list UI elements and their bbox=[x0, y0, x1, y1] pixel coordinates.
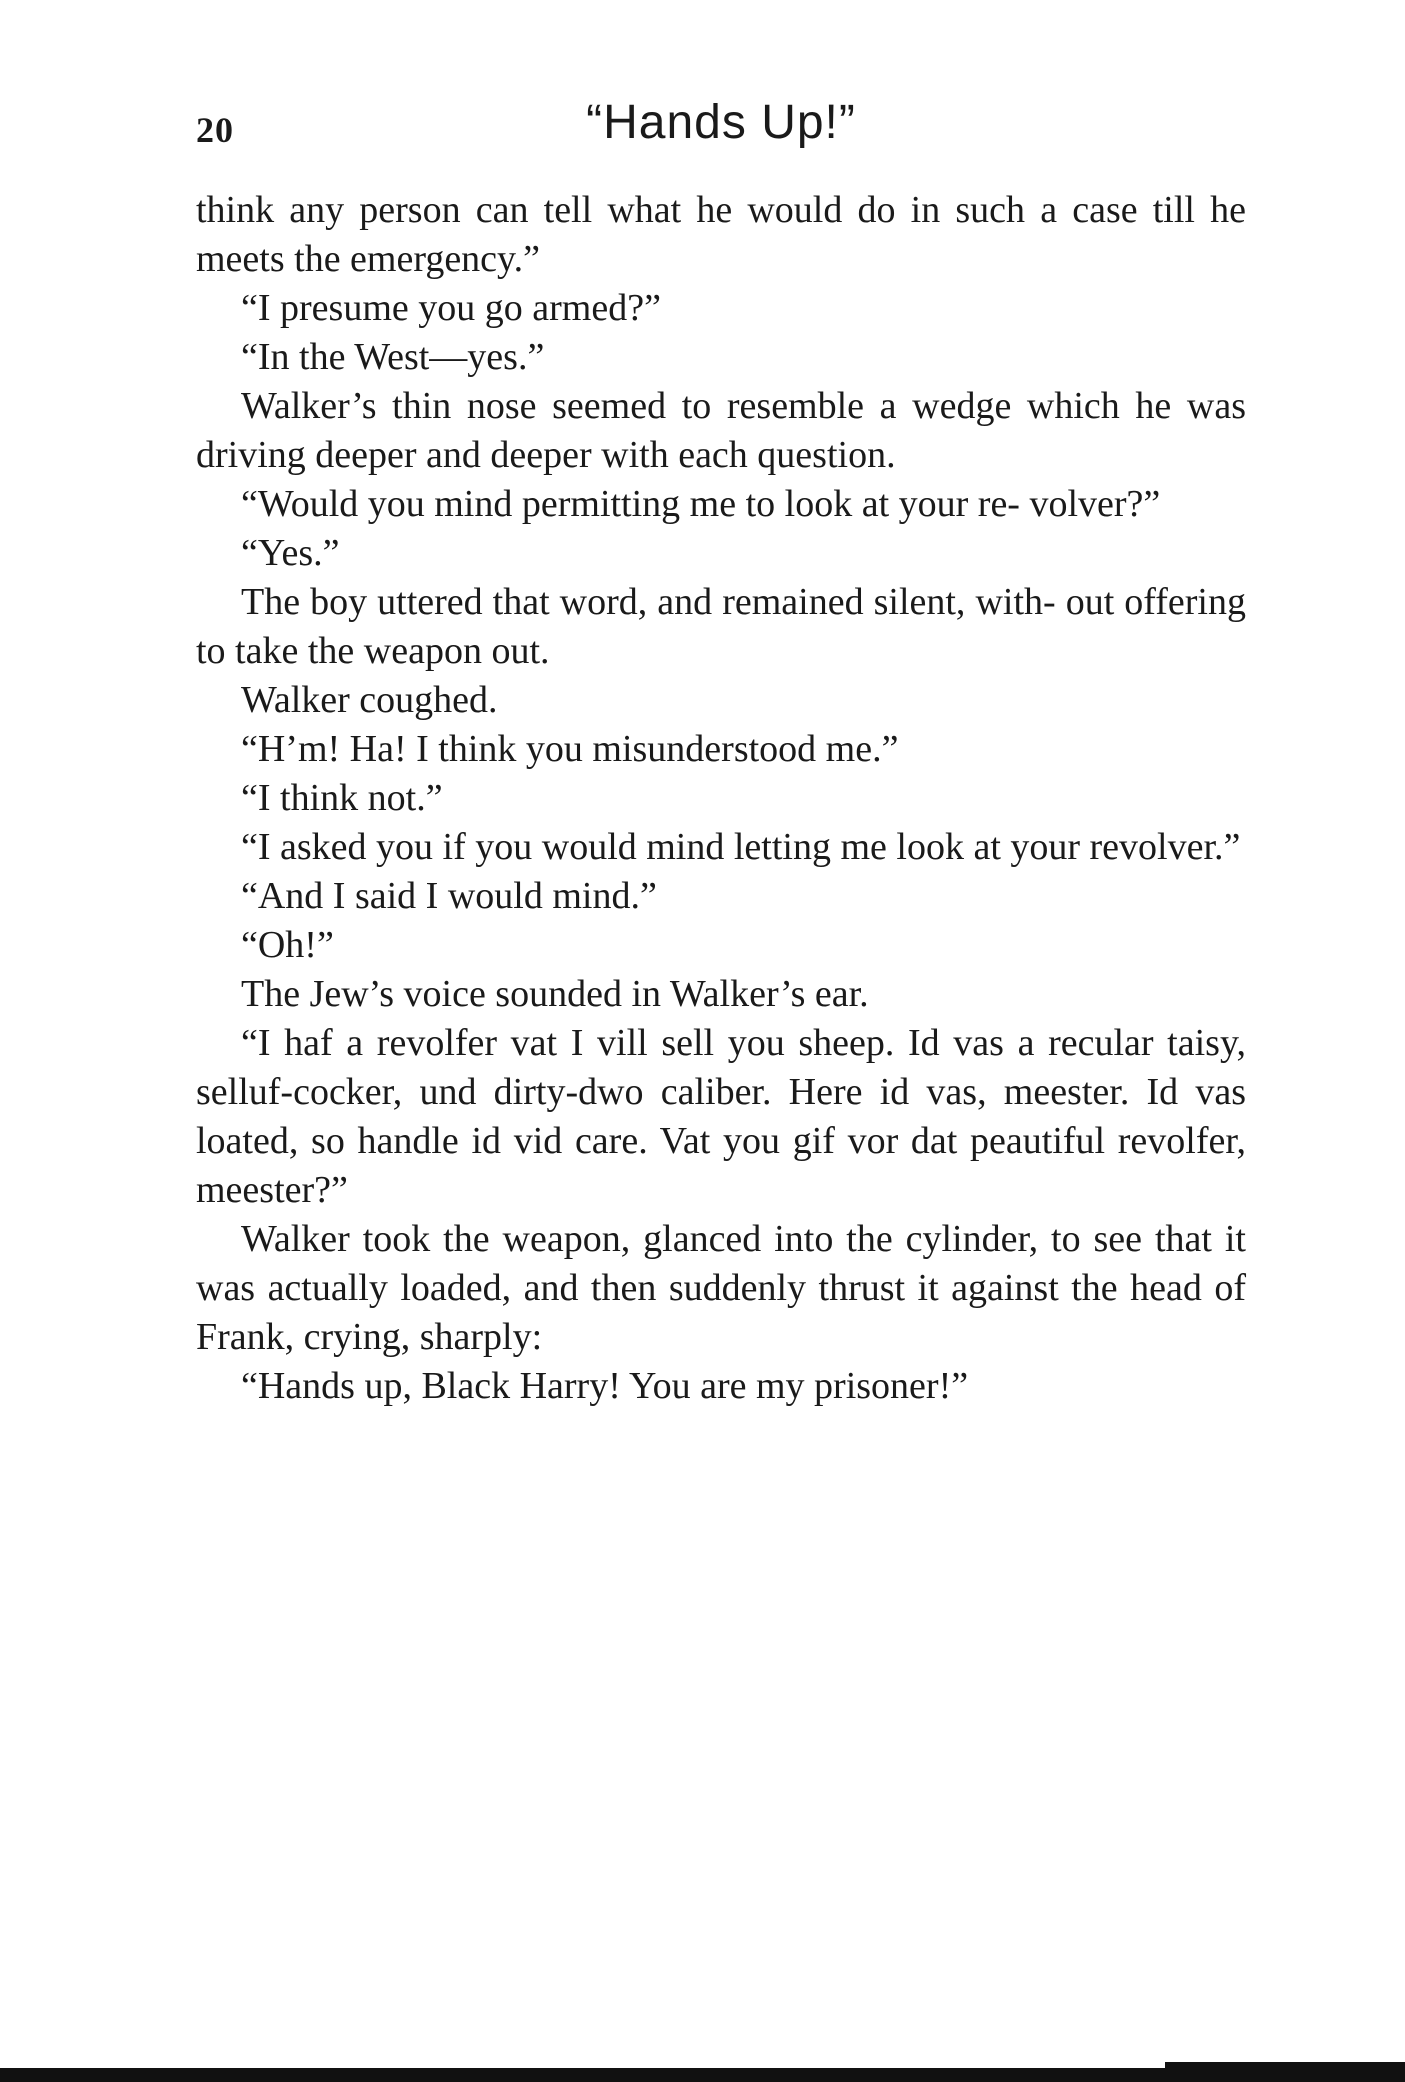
paragraph: Walker took the weapon, glanced into the cylinder, to see that it was actually loaded, and then suddenly thrust it against the head of Frank, crying, sharply: bbox=[196, 1218, 1246, 1358]
paragraph: “Hands up, Black Harry! You are my prisoner!” bbox=[241, 1365, 969, 1407]
paragraph: The boy uttered that word, and remained silent, with- out offering to take the weapon out. bbox=[196, 581, 1246, 672]
paragraph: “In the West—yes.” bbox=[241, 336, 545, 378]
body-text bbox=[196, 186, 1246, 1411]
paragraph: “Oh!” bbox=[241, 924, 334, 966]
running-title: “Hands Up!” bbox=[586, 96, 856, 149]
paragraph: “I asked you if you would mind letting me look at your revolver.” bbox=[241, 826, 1241, 868]
paragraph: “I presume you go armed?” bbox=[241, 287, 661, 329]
paragraph: “I haf a revolfer vat I vill sell you sheep. Id vas a recular taisy, selluf-cocker, und dirty-dwo caliber. Here id vas, meester. Id vas loated, so handle id vid care. Vat you gif vor dat peautiful revolfer, meester?” bbox=[196, 1022, 1246, 1211]
paragraph: Walker’s thin nose seemed to resemble a wedge which he was driving deeper and deeper with each question. bbox=[196, 385, 1246, 476]
paragraph: “And I said I would mind.” bbox=[241, 875, 657, 917]
page-header bbox=[196, 95, 1246, 165]
paragraph: “Would you mind permitting me to look at your re- volver?” bbox=[241, 483, 1161, 525]
paragraph: “H’m! Ha! I think you misunderstood me.” bbox=[241, 728, 899, 770]
page-number: 20 bbox=[196, 110, 234, 150]
bottom-edge-rule bbox=[0, 2068, 1405, 2082]
paragraph: Walker coughed. bbox=[241, 679, 498, 721]
paragraph: think any person can tell what he would do in such a case till he meets the emergency.” bbox=[196, 189, 1246, 280]
paragraph: The Jew’s voice sounded in Walker’s ear. bbox=[241, 973, 869, 1015]
paragraph: “I think not.” bbox=[241, 777, 443, 819]
paragraph: “Yes.” bbox=[241, 532, 340, 574]
